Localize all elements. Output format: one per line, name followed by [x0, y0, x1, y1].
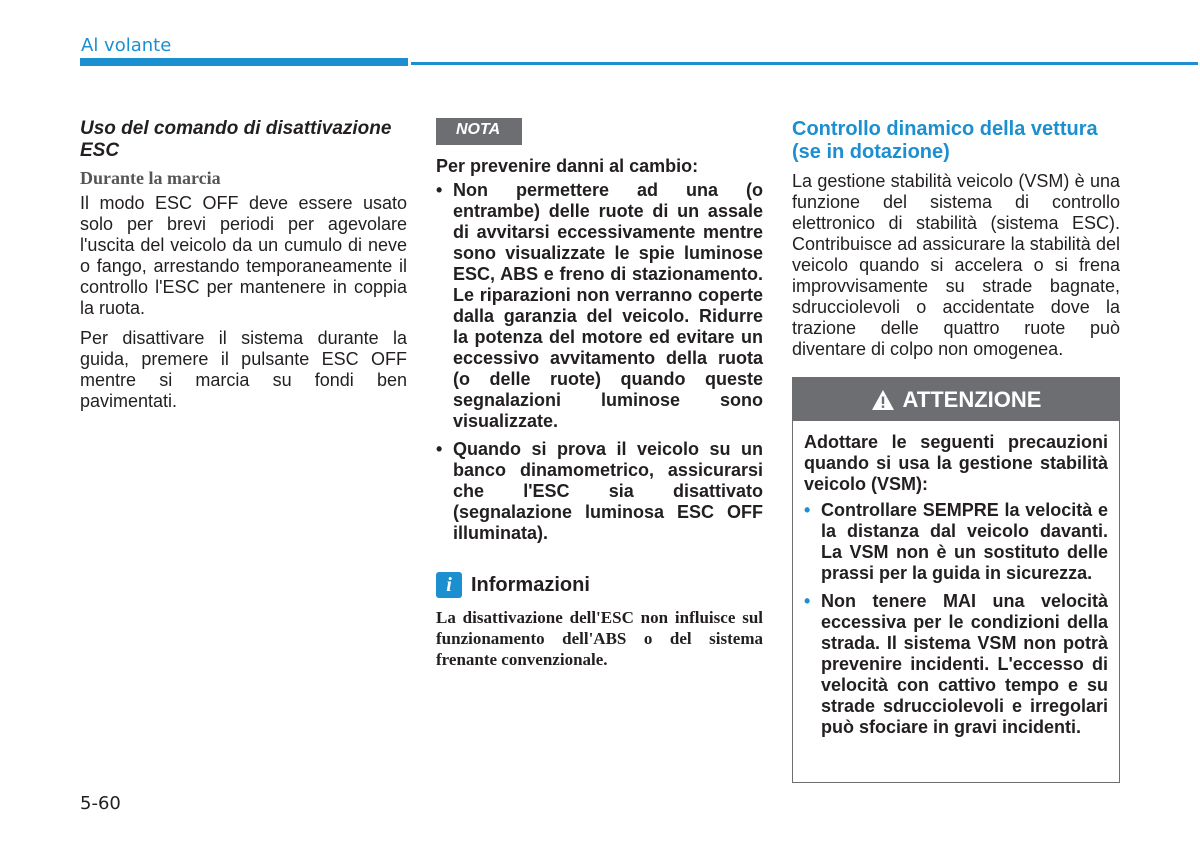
info-text: La disattivazione dell'ESC non influisce sul funzionamento dell'ABS o del sistema frenante convenzionale. [436, 608, 763, 669]
section-header-title: Al volante [81, 35, 172, 56]
warning-bullet-item: • Non tenere MAI una velocità eccessiva per le condizioni della strada. Il sistema VSM non potrà prevenire incidenti. L'eccesso di velocità con cattivo tempo e su strade sdrucciolevoli e irregolari può sfociare in gravi incidenti. [804, 591, 1108, 738]
driving-subheading: Durante la marcia [80, 168, 221, 188]
header-rule [411, 62, 1198, 65]
esc-off-paragraph-1: Il modo ESC OFF deve essere usato solo per brevi periodi per agevolare l'uscita del veicolo da un cumulo di neve o fango, arrestando temporaneamente il controllo l'ESC per mantenere in coppia la ruota. [80, 193, 407, 318]
header-accent-bar [80, 58, 408, 66]
note-bullet-list [436, 180, 763, 544]
vsm-paragraph: La gestione stabilità veicolo (VSM) è una funzione del sistema di controllo elettronico di stabilità (sistema ESC). Contribuisce ad assicurare la stabilità del veicolo quando si accelera o si frena improvvisamente su strade bagnate, sdrucciolevoli o accidentate dove la trazione delle quattro ruote può diventare di colpo non omogenea. [792, 171, 1120, 359]
note-bullet-item: • Non permettere ad una (o entrambe) delle ruote di un assale di avvitarsi eccessivamente mentre sono visualizzate le spie luminose ESC, ABS e freno di stazionamento. Le riparazioni non verranno coperte dalla garanzia del veicolo. Ridurre la potenza del motore ed evitare un eccessivo avvitamento della ruota (o delle ruote) quando queste segnalazioni luminose sono visualizzate. [436, 180, 763, 432]
warning-intro: Adottare le seguenti precauzioni quando si usa la gestione stabilità veicolo (VSM): [804, 432, 1108, 494]
note-intro: Per prevenire danni al cambio: [436, 156, 699, 176]
info-title: Informazioni [471, 573, 590, 596]
note-bullet-item: • Quando si prova il veicolo su un banco dinamometrico, assicurarsi che l'ESC sia disattivato (segnalazione luminosa ESC OFF illuminata). [436, 439, 763, 544]
column-middle [436, 118, 763, 670]
warning-label: ATTENZIONE [902, 386, 1042, 412]
esc-off-heading: Uso del comando di disattivazione ESC [80, 118, 392, 161]
esc-off-paragraph-2: Per disattivare il sistema durante la guida, premere il pulsante ESC OFF mentre si marcia su fondi ben pavimentati. [80, 328, 407, 411]
warning-body [793, 421, 1119, 738]
warning-header [793, 378, 1119, 421]
warning-bullet-list [804, 500, 1108, 738]
nota-badge: NOTA [436, 118, 522, 145]
info-icon: i [436, 572, 462, 598]
info-heading [436, 572, 763, 598]
column-left [80, 118, 407, 412]
page-number: 5-60 [80, 793, 121, 814]
warning-triangle-icon [871, 388, 895, 412]
vsm-section-title: Controllo dinamico della vettura (se in dotazione) [792, 118, 1098, 163]
warning-box [792, 377, 1120, 783]
warning-bullet-item: • Controllare SEMPRE la velocità e la distanza dal veicolo davanti. La VSM non è un sostituto delle prassi per la guida in sicurezza. [804, 500, 1108, 584]
column-right [792, 118, 1120, 360]
